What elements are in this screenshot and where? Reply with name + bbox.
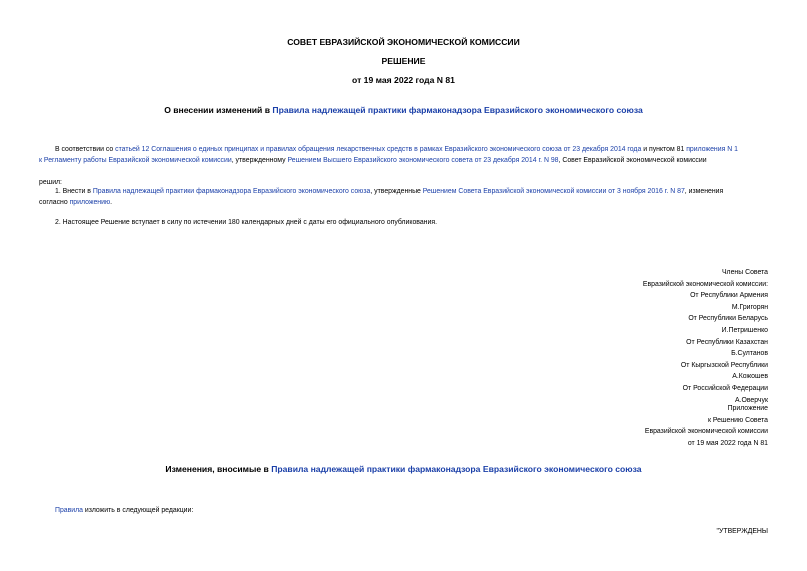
changes-title <box>0 464 807 474</box>
signature-line: И.Петришенко <box>721 326 768 334</box>
preamble-text-4: , Совет Евразийской экономической комиссии <box>558 157 707 164</box>
signature-line: От Российской Федерации <box>682 384 768 392</box>
appendix-line: Евразийской экономической комиссии <box>644 428 768 436</box>
item-1-text-4: согласно <box>39 199 70 206</box>
agreement-article-link[interactable]: статьей 12 Соглашения о единых принципах и правилах обращения лекарственных средств в рамках Евразийского экономического союза от 23 декабря 2014 года <box>115 146 642 153</box>
council-decision-87-link[interactable]: Решением Совета Евразийской экономической комиссии от 3 ноября 2016 г. N 87 <box>422 188 685 195</box>
appendix-block <box>645 403 768 449</box>
item-1-line-1 <box>55 186 723 197</box>
appendix-line: от 19 мая 2022 года N 81 <box>687 439 768 447</box>
preamble-text-2: и пунктом 81 <box>641 146 687 153</box>
preamble-text-1: В соответствии со <box>55 146 116 153</box>
rules-short-link[interactable]: Правила <box>55 507 83 514</box>
council-name: СОВЕТ ЕВРАЗИЙСКОЙ ЭКОНОМИЧЕСКОЙ КОМИССИИ <box>287 37 520 47</box>
changes-text <box>55 505 193 516</box>
annex-link-part-2[interactable]: к Регламенту работы Евразийской экономической комиссии <box>39 157 232 164</box>
signature-line: От Республики Армения <box>690 292 768 300</box>
document-title <box>0 105 807 115</box>
signatures-block <box>643 267 768 406</box>
signature-line: А.Оверчук <box>734 396 768 404</box>
title-prefix: О внесении изменений в <box>164 105 273 115</box>
decided-label: решил: <box>39 179 62 186</box>
supreme-council-decision-link[interactable]: Решением Высшего Евразийского экономического совета от 23 декабря 2014 г. N 98 <box>287 157 559 164</box>
item-1-text-5: . <box>110 199 113 206</box>
document-date-number: от 19 мая 2022 года N 81 <box>352 75 455 85</box>
signature-line: От Кыргызской Республики <box>680 361 768 369</box>
preamble-line-1 <box>55 144 738 155</box>
signature-line: М.Григорян <box>731 303 768 311</box>
annex-link-part-1[interactable]: приложения N 1 <box>686 146 738 153</box>
changes-text-body: изложить в следующей редакции: <box>82 507 194 514</box>
changes-title-rules-link[interactable]: Правила надлежащей практики фармаконадзора Евразийского экономического союза <box>271 464 642 474</box>
appendix-link[interactable]: приложению <box>69 199 111 206</box>
item-1-line-2 <box>39 197 112 208</box>
item-1-rules-link[interactable]: Правила надлежащей практики фармаконадзора Евразийского экономического союза <box>92 188 371 195</box>
item-1-text-2: , утвержденные <box>370 188 423 195</box>
changes-title-prefix: Изменения, вносимые в <box>165 464 272 474</box>
appendix-line: к Решению Совета <box>707 416 768 424</box>
signature-line: От Республики Беларусь <box>688 315 768 323</box>
appendix-line: Приложение <box>727 405 768 412</box>
preamble-text-3: , утвержденному <box>231 157 288 164</box>
signature-line: От Республики Казахстан <box>686 338 768 346</box>
item-1-text-3: , изменения <box>684 188 724 195</box>
preamble-line-2 <box>39 155 707 166</box>
approved-label: "УТВЕРЖДЕНЫ <box>716 528 768 535</box>
signature-line: Члены Совета <box>721 269 768 276</box>
signature-line: Евразийской экономической комиссии: <box>642 280 768 288</box>
signature-line: А.Кожошев <box>732 373 768 381</box>
item-1-text-1: 1. Внести в <box>55 188 93 195</box>
item-2: 2. Настоящее Решение вступает в силу по истечении 180 календарных дней с даты его официального опубликования. <box>55 219 437 226</box>
title-rules-link[interactable]: Правила надлежащей практики фармаконадзора Евразийского экономического союза <box>272 105 643 115</box>
document-type: РЕШЕНИЕ <box>381 56 426 66</box>
signature-line: Б.Султанов <box>731 350 768 358</box>
